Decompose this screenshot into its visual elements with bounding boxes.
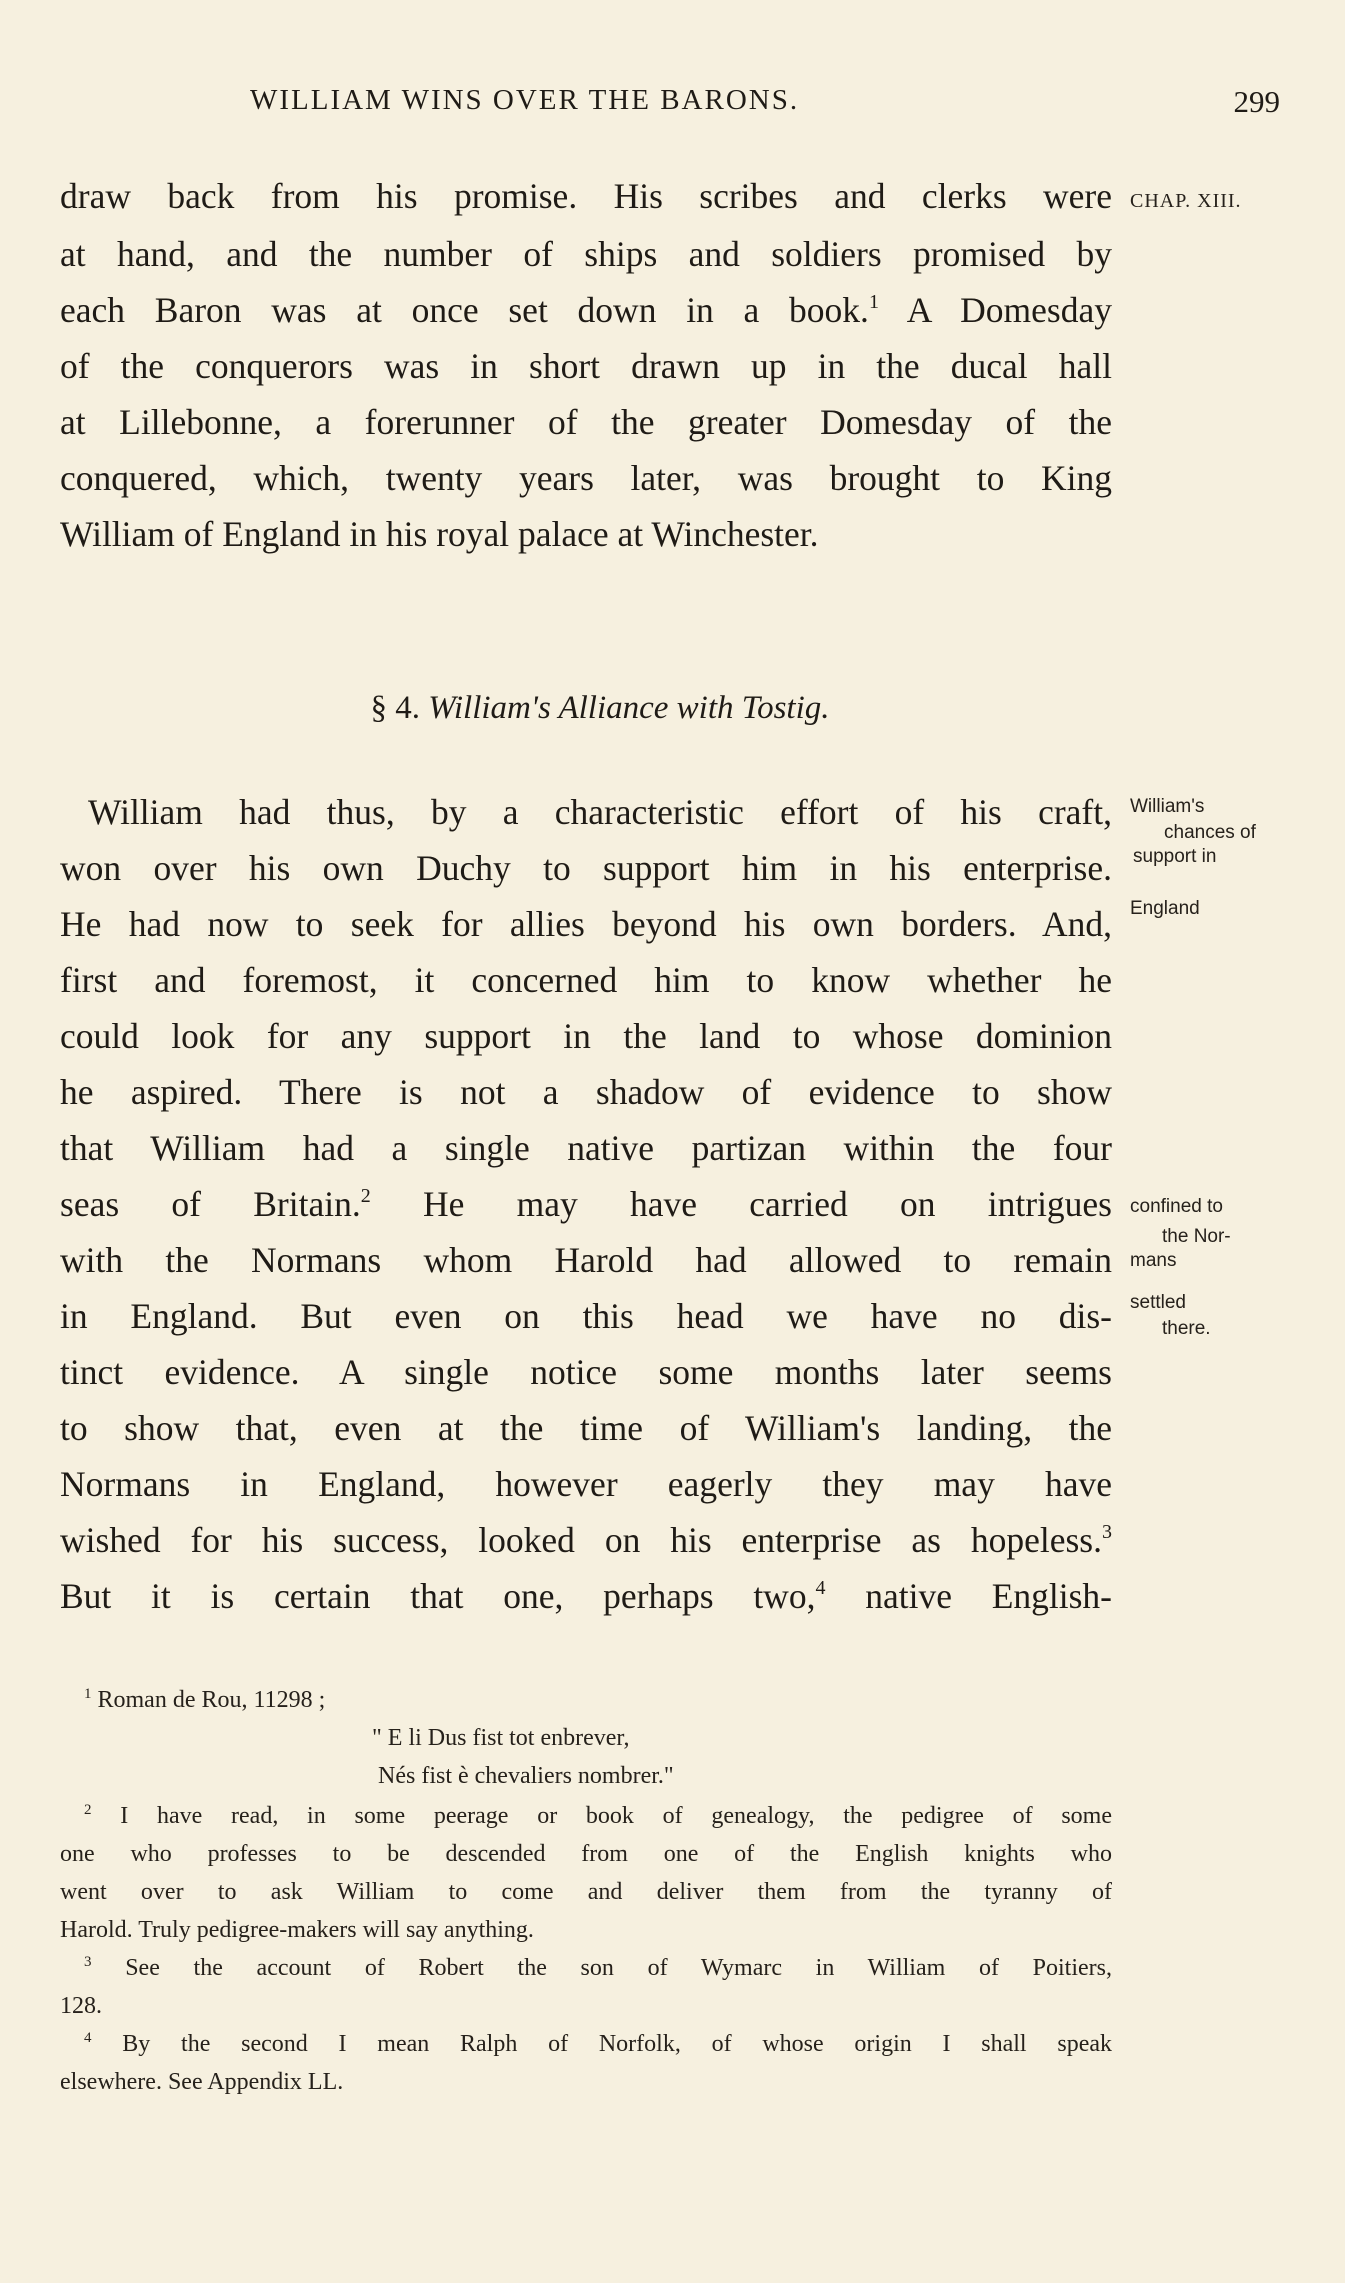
footnote-ref: 2 [360, 1185, 371, 1207]
footnote-mark: 1 [84, 1686, 92, 1702]
body-line [60, 1576, 1112, 1616]
body-line: to show that, even at the time of William's landing, the [60, 1408, 1112, 1448]
footnote-ref: 4 [815, 1577, 826, 1599]
margin-note-line: settled [1130, 1292, 1186, 1313]
running-head [60, 84, 1280, 134]
footnote-2 [84, 1800, 1112, 1832]
footnote-4 [84, 2028, 1112, 2060]
footnote-mark: 2 [84, 1802, 92, 1818]
body-line [60, 1520, 1112, 1560]
running-title: WILLIAM WINS OVER THE BARONS. [250, 84, 800, 116]
footnote-mark: 3 [84, 1954, 92, 1970]
chapter-marker: CHAP. XIII. [1130, 190, 1242, 212]
body-line: of the conquerors was in short drawn up in the ducal hall [60, 346, 1112, 386]
body-line: won over his own Duchy to support him in his enterprise. [60, 848, 1112, 888]
body-line: tinct evidence. A single notice some months later seems [60, 1352, 1112, 1392]
footnote-ref: 3 [1102, 1521, 1112, 1543]
section-title: William's Alliance with Tostig. [428, 690, 830, 726]
body-text: But it is certain that one, perhaps two, [60, 1576, 816, 1616]
footnote-text: I have read, in some peerage or book of genealogy, the pedigree of some [120, 1803, 1113, 1829]
footnote-mark: 4 [84, 2030, 92, 2046]
body-line: he aspired. There is not a shadow of evidence to show [60, 1072, 1112, 1112]
body-text: He may have carried on intrigues [370, 1184, 1113, 1224]
margin-note-line: William's [1130, 796, 1205, 817]
margin-note-line: mans [1130, 1250, 1177, 1271]
margin-note-line: England [1130, 898, 1200, 919]
page-number: 299 [1233, 84, 1280, 119]
margin-note-line: the Nor- [1162, 1226, 1231, 1247]
body-text: native English- [825, 1576, 1113, 1616]
footnote-text: Harold. Truly pedigree-makers will say anything. [60, 1917, 534, 1943]
body-line: William had thus, by a characteristic effort of his craft, [88, 792, 1112, 832]
footnote-verse: " E li Dus fist tot enbrever, [372, 1725, 630, 1751]
body-line: with the Normans whom Harold had allowed to remain [60, 1240, 1112, 1280]
footnote-text: elsewhere. See Appendix LL. [60, 2069, 344, 2095]
margin-note-line: chances of [1164, 822, 1256, 843]
footnote-1 [84, 1684, 325, 1716]
body-line: draw back from his promise. His scribes and clerks were [60, 176, 1112, 216]
body-line: in England. But even on this head we have no dis- [60, 1296, 1112, 1336]
body-line: William of England in his royal palace at Winchester. [60, 514, 819, 554]
body-text: wished for his success, looked on his enterprise as hopeless. [60, 1520, 1102, 1560]
margin-note-line: confined to [1130, 1196, 1223, 1217]
section-symbol: § 4. [370, 690, 420, 726]
body-line: at hand, and the number of ships and soldiers promised by [60, 234, 1112, 274]
body-line: Normans in England, however eagerly they may have [60, 1464, 1112, 1504]
body-line: conquered, which, twenty years later, was brought to King [60, 458, 1112, 498]
body-text: A Domesday [878, 290, 1112, 330]
footnote-text: See the account of Robert the son of Wymarc in William of Poitiers, [125, 1955, 1112, 1981]
body-line [60, 1184, 1112, 1224]
footnote-3 [84, 1952, 1112, 1984]
body-text: each Baron was at once set down in a book. [60, 290, 869, 330]
body-line: could look for any support in the land to whose dominion [60, 1016, 1112, 1056]
body-line [60, 290, 1112, 330]
body-line: He had now to seek for allies beyond his own borders. And, [60, 904, 1112, 944]
footnote-text: one who professes to be descended from one of the English knights who [60, 1841, 1112, 1867]
footnote-text: 128. [60, 1993, 102, 2019]
margin-note-line: there. [1162, 1318, 1211, 1339]
margin-note-line: support in [1133, 846, 1217, 867]
body-line: at Lillebonne, a forerunner of the greater Domesday of the [60, 402, 1112, 442]
body-line: first and foremost, it concerned him to know whether he [60, 960, 1112, 1000]
footnote-ref: 1 [868, 291, 879, 313]
footnote-text: Roman de Rou, 11298 ; [97, 1687, 326, 1713]
body-line: that William had a single native partizan within the four [60, 1128, 1112, 1168]
footnote-text: went over to ask William to come and deliver them from the tyranny of [60, 1879, 1112, 1905]
section-heading [0, 690, 1200, 727]
footnote-text: By the second I mean Ralph of Norfolk, of whose origin I shall speak [122, 2031, 1112, 2057]
body-text: seas of Britain. [60, 1184, 361, 1224]
footnote-verse: Nés fist è chevaliers nombrer." [378, 1763, 674, 1789]
